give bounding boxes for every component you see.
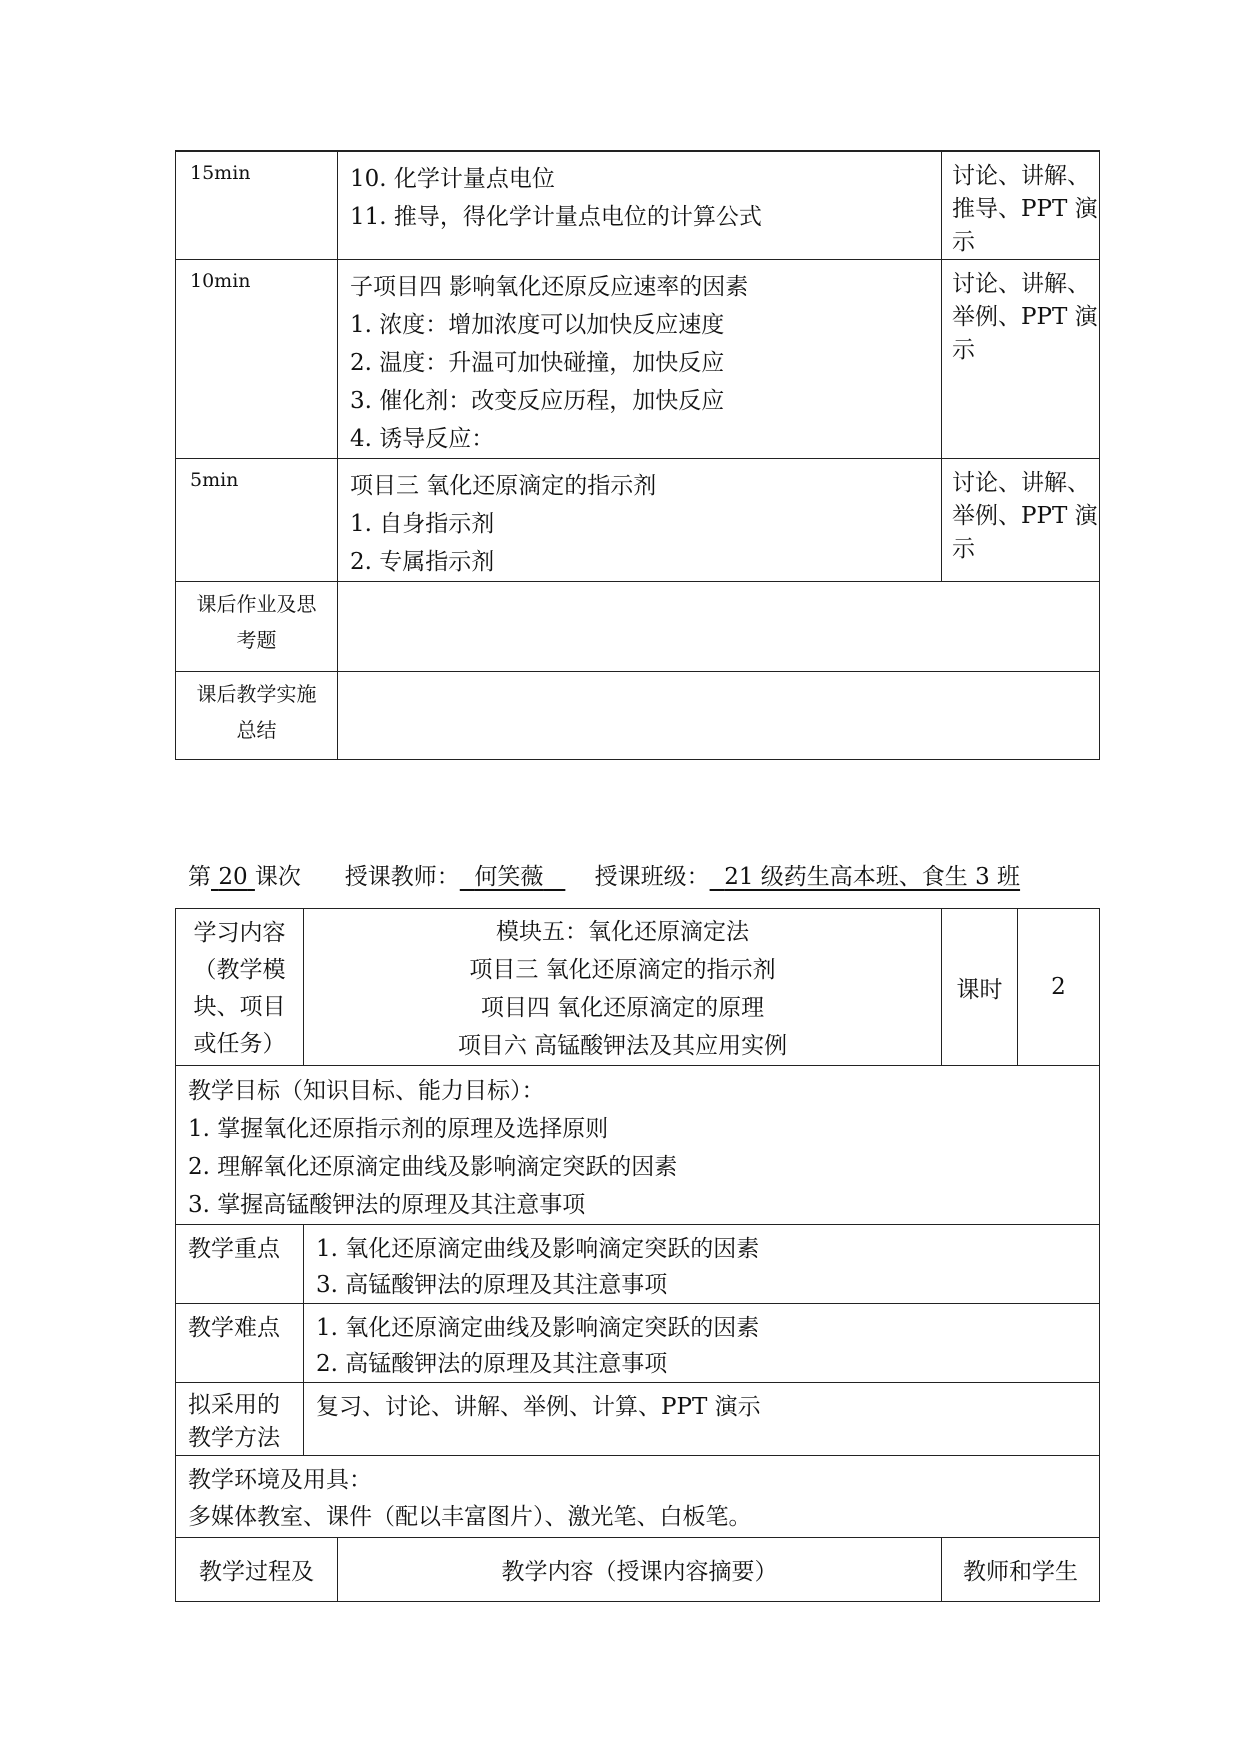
environment-cell: 教学环境及用具： 多媒体教室、课件（配以丰富图片）、激光笔、白板笔。 bbox=[176, 1456, 1100, 1538]
content-line: 4. 诱导反应： bbox=[350, 426, 495, 452]
difficulties-cell: 1. 氧化还原滴定曲线及影响滴定突跃的因素 2. 高锰酸钾法的原理及其注意事项 bbox=[304, 1304, 1100, 1383]
homework-label: 课后作业及思 考题 bbox=[176, 582, 338, 672]
method-line: 讨论、讲解、 bbox=[952, 470, 1090, 496]
difficulties-label: 教学难点 bbox=[176, 1304, 304, 1383]
lesson-prefix: 第 bbox=[188, 864, 211, 890]
content-summary-label: 教学内容（授课内容摘要） bbox=[338, 1538, 942, 1602]
hours-label: 课时 bbox=[942, 909, 1018, 1066]
teacher-label: 授课教师： bbox=[344, 864, 460, 890]
content-cell bbox=[338, 459, 942, 582]
content-line: 1. 自身指示剂 bbox=[350, 511, 495, 537]
homework-row bbox=[176, 582, 1100, 672]
key-points-label: 教学重点 bbox=[176, 1225, 304, 1304]
study-content-label: 学习内容 （教学模 块、项目 或任务） bbox=[176, 909, 304, 1066]
table-row bbox=[176, 151, 1100, 260]
content-line: 1. 浓度：增加浓度可以加快反应速度 bbox=[350, 312, 725, 338]
method-cell bbox=[942, 260, 1100, 459]
summary-label: 课后教学实施 总结 bbox=[176, 672, 338, 760]
summary-row bbox=[176, 672, 1100, 760]
content-line: 11. 推导，得化学计量点电位的计算公式 bbox=[350, 204, 762, 230]
process-label: 教学过程及 bbox=[176, 1538, 338, 1602]
method-line: 推导、PPT 演 bbox=[952, 196, 1098, 222]
method-line: 讨论、讲解、 bbox=[952, 271, 1090, 297]
teacher-name: 何笑薇 bbox=[474, 864, 544, 890]
time-cell: 15min bbox=[176, 151, 338, 260]
method-line: 讨论、讲解、 bbox=[952, 163, 1090, 189]
content-line: 2. 温度：升温可加快碰撞，加快反应 bbox=[350, 350, 725, 376]
summary-cell bbox=[338, 672, 1100, 760]
content-cell bbox=[338, 260, 942, 459]
content-line: 2. 专属指示剂 bbox=[350, 549, 495, 575]
homework-cell bbox=[338, 582, 1100, 672]
methods-label: 拟采用的 教学方法 bbox=[176, 1383, 304, 1456]
lesson-plan-table bbox=[175, 908, 1100, 1602]
method-line: 举例、PPT 演 bbox=[952, 304, 1098, 330]
process-header-row bbox=[176, 1538, 1100, 1602]
method-cell bbox=[942, 151, 1100, 260]
method-cell bbox=[942, 459, 1100, 582]
content-cell bbox=[338, 151, 942, 260]
objectives-cell: 教学目标（知识目标、能力目标）： 1. 掌握氧化还原指示剂的原理及选择原则 2. 理解氧化还原滴定曲线及影响滴定突跃的因素 3. 掌握高锰酸钾法的原理及其注意事项 bbox=[176, 1066, 1100, 1225]
method-line: 示 bbox=[952, 229, 975, 255]
lesson-number: 20 bbox=[218, 864, 248, 890]
time-cell: 10min bbox=[176, 260, 338, 459]
table-row bbox=[176, 260, 1100, 459]
environment-row bbox=[176, 1456, 1100, 1538]
methods-row bbox=[176, 1383, 1100, 1456]
teacher-student-label: 教师和学生 bbox=[942, 1538, 1100, 1602]
methods-cell: 复习、讨论、讲解、举例、计算、PPT 演示 bbox=[304, 1383, 1100, 1456]
hours-value: 2 bbox=[1018, 909, 1100, 1066]
key-points-cell: 1. 氧化还原滴定曲线及影响滴定突跃的因素 3. 高锰酸钾法的原理及其注意事项 bbox=[304, 1225, 1100, 1304]
content-line: 10. 化学计量点电位 bbox=[350, 166, 555, 192]
method-line: 举例、PPT 演 bbox=[952, 503, 1098, 529]
content-line: 子项目四 影响氧化还原反应速率的因素 bbox=[350, 274, 749, 300]
table-row bbox=[176, 459, 1100, 582]
objectives-row bbox=[176, 1066, 1100, 1225]
study-content-cell: 模块五：氧化还原滴定法 项目三 氧化还原滴定的指示剂 项目四 氧化还原滴定的原理 项目六 高锰酸钾法及其应用实例 bbox=[304, 909, 942, 1066]
method-line: 示 bbox=[952, 337, 975, 363]
class-label: 授课班级： bbox=[594, 864, 710, 890]
lesson-header bbox=[188, 858, 1020, 891]
key-points-row bbox=[176, 1225, 1100, 1304]
content-line: 3. 催化剂：改变反应历程，加快反应 bbox=[350, 388, 725, 414]
lesson-plan-continuation-table bbox=[175, 150, 1100, 760]
class-name: 21 级药生高本班、食生 3 班 bbox=[724, 864, 1021, 890]
content-line: 项目三 氧化还原滴定的指示剂 bbox=[350, 473, 657, 499]
time-cell: 5min bbox=[176, 459, 338, 582]
study-content-row bbox=[176, 909, 1100, 1066]
difficulties-row bbox=[176, 1304, 1100, 1383]
method-line: 示 bbox=[952, 536, 975, 562]
lesson-suffix: 课次 bbox=[254, 864, 301, 890]
